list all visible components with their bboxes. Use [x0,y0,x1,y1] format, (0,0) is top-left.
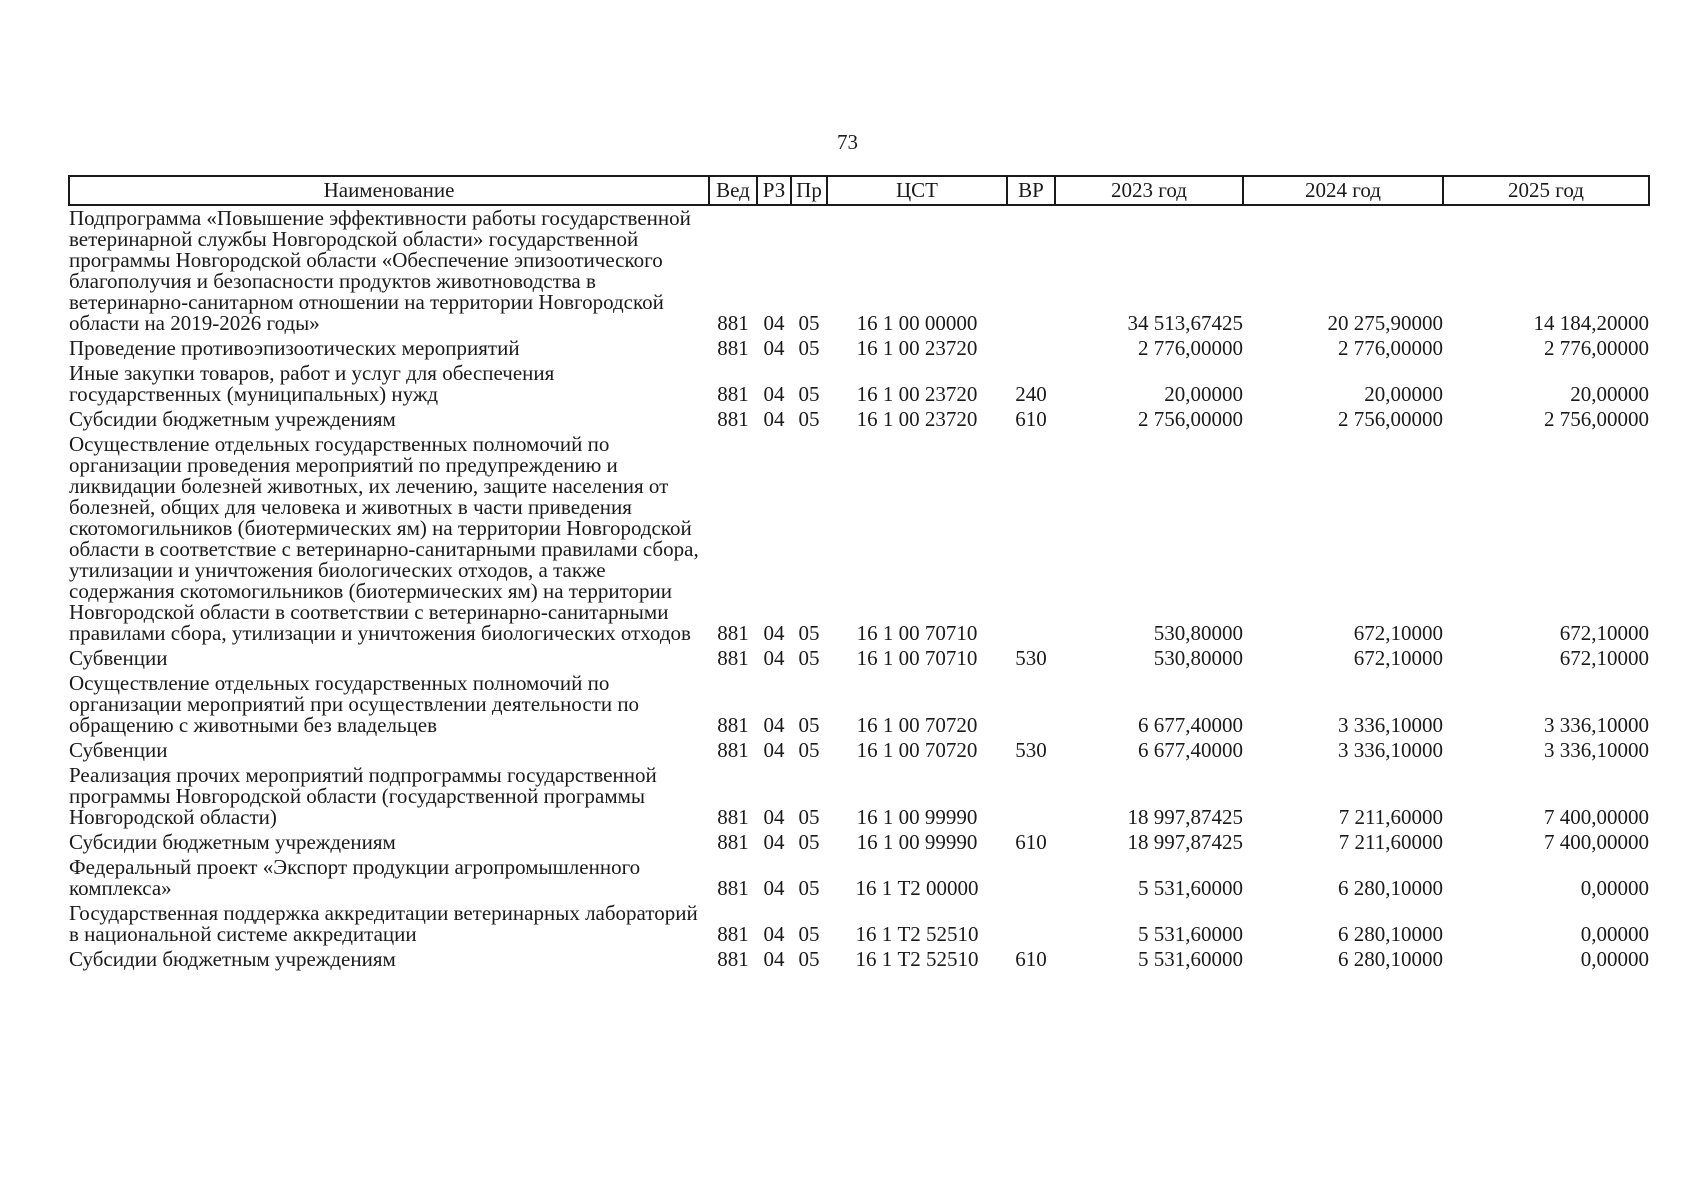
row-vr [1007,432,1055,646]
row-2024: 672,10000 [1353,621,1443,645]
row-2023: 2 756,00000 [1138,407,1243,431]
row-name: Иные закупки товаров, работ и услуг для обеспечения государственных (муниципальных) нужд [69,361,555,406]
table-row [69,763,1649,830]
row-cst: 16 1 00 00000 [856,311,978,335]
row-rz: 04 [763,407,785,431]
table-row [69,205,1649,336]
row-2023: 18 997,87425 [1127,830,1243,854]
table-row [69,407,1649,432]
row-2024: 7 211,60000 [1338,805,1443,829]
row-2023: 5 531,60000 [1138,922,1243,946]
row-2025: 672,10000 [1559,646,1649,670]
row-2023: 530,80000 [1153,646,1243,670]
row-2025: 14 184,20000 [1533,311,1649,335]
row-name: Субсидии бюджетным учреждениям [69,407,396,431]
row-rz: 04 [763,876,785,900]
row-cst: 16 1 00 70720 [856,738,978,762]
row-ved: 881 [717,947,749,971]
row-name: Субсидии бюджетным учреждениям [69,830,396,854]
row-vr [1007,671,1055,738]
table-body [69,205,1649,972]
row-2023: 6 677,40000 [1138,738,1243,762]
row-ved: 881 [717,311,749,335]
row-pr: 05 [798,947,820,971]
row-ved: 881 [717,621,749,645]
row-2025: 3 336,10000 [1544,738,1649,762]
row-2023: 5 531,60000 [1138,876,1243,900]
table-row [69,336,1649,361]
row-vr [1007,205,1055,336]
row-pr: 05 [798,876,820,900]
row-pr: 05 [798,407,820,431]
row-2024: 3 336,10000 [1338,738,1443,762]
row-2025: 3 336,10000 [1544,713,1649,737]
row-vr: 610 [1015,947,1047,971]
header-rz: РЗ [757,176,791,205]
row-name: Реализация прочих мероприятий подпрограммы государственной программы Новгородской области (государственной программы Новгородской области) [69,763,657,829]
row-ved: 881 [717,407,749,431]
row-name: Осуществление отдельных государственных полномочий по организации мероприятий при осуществлении деятельности по обращению с животными без владельцев [69,671,640,737]
table-header [69,176,1649,205]
row-rz: 04 [763,947,785,971]
row-2024: 672,10000 [1353,646,1443,670]
row-cst: 16 1 00 70710 [856,621,978,645]
row-2024: 2 756,00000 [1338,407,1443,431]
row-ved: 881 [717,922,749,946]
row-pr: 05 [798,738,820,762]
row-2025: 20,00000 [1570,382,1649,406]
row-rz: 04 [763,922,785,946]
row-2024: 7 211,60000 [1338,830,1443,854]
table-row [69,855,1649,901]
row-2025: 672,10000 [1559,621,1649,645]
row-vr: 610 [1015,830,1047,854]
row-rz: 04 [763,805,785,829]
header-name: Наименование [69,176,709,205]
row-ved: 881 [717,805,749,829]
row-vr [1007,763,1055,830]
header-ved: Вед [709,176,757,205]
row-vr: 530 [1015,646,1047,670]
row-vr: 610 [1015,407,1047,431]
row-pr: 05 [798,805,820,829]
header-cst: ЦСТ [827,176,1007,205]
row-cst: 16 1 Т2 52510 [855,922,979,946]
page-number: 73 [837,130,858,154]
table-row [69,432,1649,646]
row-2024: 6 280,10000 [1338,876,1443,900]
row-pr: 05 [798,621,820,645]
row-pr: 05 [798,311,820,335]
row-2024: 6 280,10000 [1338,947,1443,971]
row-ved: 881 [717,336,749,360]
row-name: Осуществление отдельных государственных полномочий по организации проведения мероприятий по предупреждению и ликвидации болезней животных, их лечению, защите населения от болезней, общих для человека и животных в части приведения скотомогильников (биотермических ям) на территории Новгородской области в соответствие с ветеринарно-санитарными правилами сбора, утилизации и уничтожения биологических отходов, а также содержания скотомогильников (биотермических ям) на территории Новгородской области в соответствии с ветеринарно-санитарными правилами сбора, утилизации и уничтожения биологических отходов [69,432,699,645]
header-pr: Пр [791,176,827,205]
table-row [69,671,1649,738]
row-cst: 16 1 00 23720 [856,382,978,406]
row-2023: 5 531,60000 [1138,947,1243,971]
row-vr [1007,901,1055,947]
table-row [69,947,1649,972]
row-ved: 881 [717,830,749,854]
row-rz: 04 [763,830,785,854]
row-name: Субвенции [69,738,168,762]
row-cst: 16 1 Т2 52510 [855,947,979,971]
row-2025: 0,00000 [1580,922,1649,946]
row-cst: 16 1 00 99990 [856,830,978,854]
table-row [69,738,1649,763]
row-rz: 04 [763,336,785,360]
row-pr: 05 [798,646,820,670]
row-cst: 16 1 00 70720 [856,713,978,737]
row-2025: 7 400,00000 [1544,830,1649,854]
table-row [69,901,1649,947]
table-row [69,646,1649,671]
row-vr [1007,336,1055,361]
row-2023: 6 677,40000 [1138,713,1243,737]
row-vr: 530 [1015,738,1047,762]
row-2024: 3 336,10000 [1338,713,1443,737]
row-ved: 881 [717,713,749,737]
table-row [69,830,1649,855]
row-rz: 04 [763,738,785,762]
row-2024: 2 776,00000 [1338,336,1443,360]
row-name: Проведение противоэпизоотических мероприятий [69,336,520,360]
row-cst: 16 1 00 99990 [856,805,978,829]
row-vr [1007,855,1055,901]
row-pr: 05 [798,922,820,946]
row-rz: 04 [763,311,785,335]
row-pr: 05 [798,830,820,854]
row-name: Подпрограмма «Повышение эффективности работы государственной ветеринарной службы Новгородской области» государственной программы Новгородской области «Обеспечение эпизоотического благополучия и безопасности продуктов животноводства в ветеринарно-санитарном отношении на территории Новгородской области на 2019-2026 годы» [69,206,691,335]
row-rz: 04 [763,382,785,406]
row-cst: 16 1 00 23720 [856,407,978,431]
row-pr: 05 [798,336,820,360]
row-name: Государственная поддержка аккредитации ветеринарных лабораторий в национальной системе аккредитации [69,901,698,946]
header-vr: ВР [1007,176,1055,205]
row-2025: 0,00000 [1580,947,1649,971]
row-2023: 18 997,87425 [1127,805,1243,829]
row-ved: 881 [717,382,749,406]
row-cst: 16 1 Т2 00000 [855,876,979,900]
row-2024: 20 275,90000 [1327,311,1443,335]
row-2023: 530,80000 [1153,621,1243,645]
table-row [69,361,1649,407]
row-ved: 881 [717,646,749,670]
row-2025: 2 776,00000 [1544,336,1649,360]
row-vr: 240 [1015,382,1047,406]
row-2024: 20,00000 [1364,382,1443,406]
row-rz: 04 [763,621,785,645]
row-name: Федеральный проект «Экспорт продукции агропромышленного комплекса» [69,855,641,900]
row-pr: 05 [798,713,820,737]
row-2025: 0,00000 [1580,876,1649,900]
row-name: Субсидии бюджетным учреждениям [69,947,396,971]
row-ved: 881 [717,738,749,762]
row-2025: 2 756,00000 [1544,407,1649,431]
header-2023: 2023 год [1055,176,1243,205]
row-2025: 7 400,00000 [1544,805,1649,829]
header-2024: 2024 год [1243,176,1443,205]
row-cst: 16 1 00 23720 [856,336,978,360]
row-2023: 34 513,67425 [1127,311,1243,335]
row-2023: 2 776,00000 [1138,336,1243,360]
row-name: Субвенции [69,646,168,670]
row-pr: 05 [798,382,820,406]
budget-table [68,175,1650,972]
row-ved: 881 [717,876,749,900]
row-cst: 16 1 00 70710 [856,646,978,670]
row-rz: 04 [763,713,785,737]
header-2025: 2025 год [1443,176,1649,205]
row-2023: 20,00000 [1164,382,1243,406]
row-rz: 04 [763,646,785,670]
row-2024: 6 280,10000 [1338,922,1443,946]
